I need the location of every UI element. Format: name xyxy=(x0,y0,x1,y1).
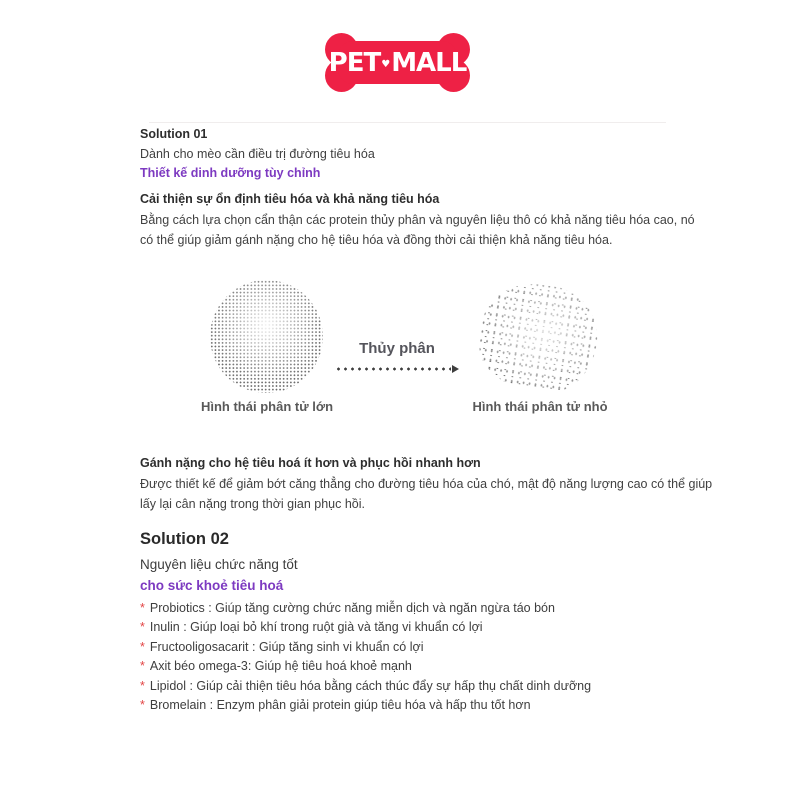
less-burden-section xyxy=(140,456,720,514)
ingredient-text: Axit béo omega-3: Giúp hệ tiêu hoá khoẻ mạnh xyxy=(149,659,412,674)
digestion-stability-heading: Cải thiện sự ổn định tiêu hóa và khả năng tiêu hóa xyxy=(140,192,440,206)
solution-02-header xyxy=(140,530,620,593)
petmall-logo xyxy=(325,33,470,92)
less-burden-heading: Gánh nặng cho hệ tiêu hoá ít hơn và phục hồi nhanh hơn xyxy=(140,456,481,470)
logo-wordmark xyxy=(325,33,470,92)
list-item xyxy=(140,657,720,676)
list-item xyxy=(140,599,720,618)
ingredient-text: Lipidol : Giúp cải thiện tiêu hóa bằng cách thúc đẩy sự hấp thụ chất dinh dưỡng xyxy=(149,678,592,693)
asterisk-marker: * xyxy=(140,639,145,654)
arrow-dots xyxy=(335,367,451,371)
ingredient-text: Fructooligosacarit : Giúp tăng sinh vi khuẩn có lợi xyxy=(149,639,424,654)
solution-01-subtitle: Dành cho mèo cần điều trị đường tiêu hóa xyxy=(140,147,375,161)
solution-02-highlight: cho sức khoẻ tiêu hoá xyxy=(140,578,284,593)
solution-01-highlight: Thiết kế dinh dưỡng tùy chỉnh xyxy=(140,166,321,180)
ingredient-text: Inulin : Giúp loại bỏ khí trong ruột già và tăng vi khuẩn có lợi xyxy=(149,620,483,635)
logo-text-mall: MALL xyxy=(391,47,467,78)
digestion-stability-body: Bằng cách lựa chọn cẩn thận các protein thủy phân và nguyên liệu thô có khả năng tiêu hóa cao, nó có thể giúp giảm gánh nặng cho hệ tiêu hóa và đồng thời cải thiện khả năng tiêu hóa. xyxy=(140,213,695,247)
asterisk-marker: * xyxy=(140,659,145,674)
asterisk-marker: * xyxy=(140,678,145,693)
asterisk-marker: * xyxy=(140,620,145,635)
ingredient-text: Probiotics : Giúp tăng cường chức năng miễn dịch và ngăn ngừa táo bón xyxy=(149,601,555,615)
solution-01-header xyxy=(140,127,620,180)
solution-01-title: Solution 01 xyxy=(140,127,208,141)
asterisk-marker: * xyxy=(140,601,145,615)
list-item xyxy=(140,638,720,657)
list-item xyxy=(140,618,720,637)
asterisk-marker: * xyxy=(140,698,145,713)
hydrolysis-arrow-group xyxy=(332,340,462,373)
digestion-stability-section xyxy=(140,192,706,250)
small-molecule-cloud xyxy=(474,277,604,398)
dotted-arrow-icon xyxy=(332,365,462,373)
solution-02-subtitle: Nguyên liệu chức năng tốt xyxy=(140,557,298,572)
small-molecule-label: Hình thái phân tử nhỏ xyxy=(472,399,608,414)
large-molecule-label: Hình thái phân tử lớn xyxy=(200,399,334,414)
arrow-head xyxy=(452,365,459,373)
heart-icon: ♥ xyxy=(381,58,391,70)
large-molecule-sphere xyxy=(210,280,323,393)
list-item xyxy=(140,677,720,696)
section-divider xyxy=(149,122,666,123)
hydrolysis-arrow-label: Thủy phân xyxy=(359,340,435,357)
ingredient-text: Bromelain : Enzym phân giải protein giúp tiêu hóa và hấp thu tốt hơn xyxy=(149,698,531,713)
less-burden-body: Được thiết kế để giảm bớt căng thẳng cho đường tiêu hóa của chó, mật độ năng lượng cao có thể giúp lấy lại cân nặng trong thời gian phục hồi. xyxy=(140,477,713,511)
list-item xyxy=(140,696,720,715)
solution-02-title: Solution 02 xyxy=(140,530,229,548)
ingredient-list xyxy=(140,599,720,715)
logo-text-pet: PET xyxy=(328,47,381,78)
